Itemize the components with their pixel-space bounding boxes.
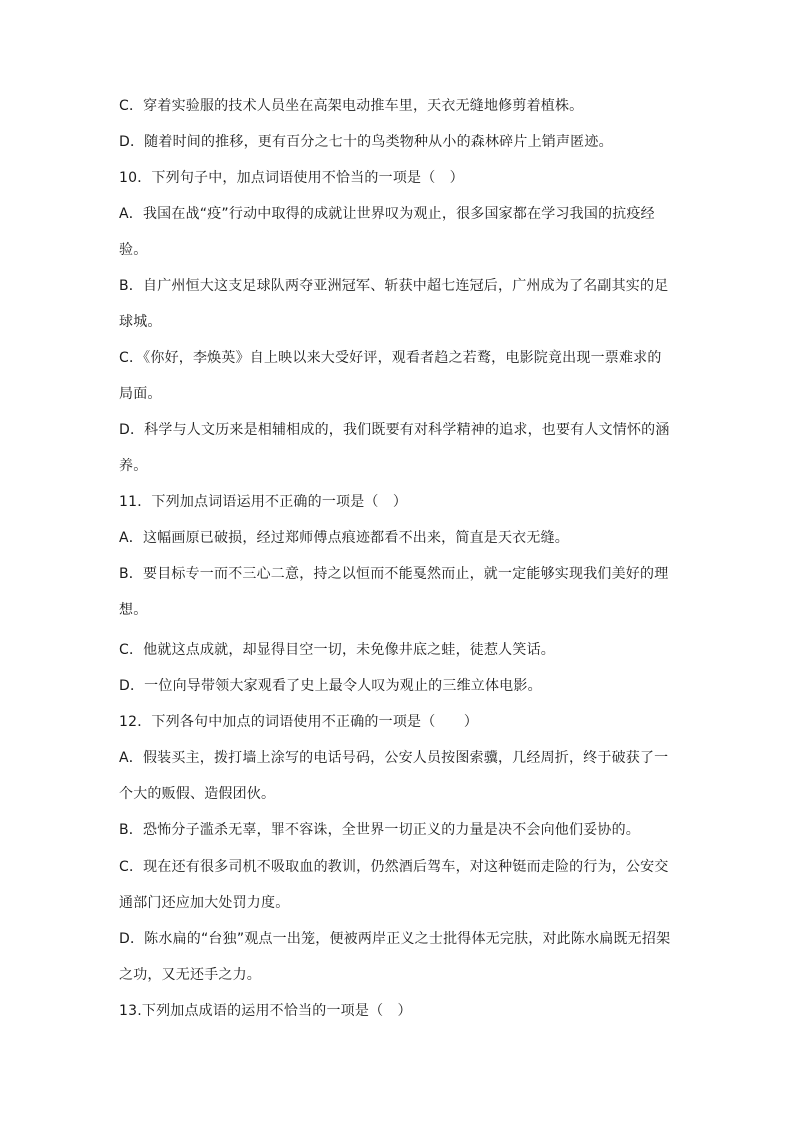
question-11: 11．下列加点词语运用不正确的一项是（ ） (119, 494, 408, 510)
option-11a: A．这幅画原已破损，经过郑师傅点痕迹都看不出来，简直是天衣无缝。 (119, 530, 569, 546)
option-12d-cont: 之功，又无还手之力。 (119, 967, 261, 983)
option-12a-cont: 个大的贩假、造假团伙。 (119, 786, 276, 802)
option-12c: C．现在还有很多司机不吸取血的教训，仍然酒后驾车，对这种铤而走险的行为，公安交 (119, 859, 669, 875)
option-10d: D．科学与人文历来是相辅相成的，我们既要有对科学精神的追求，也要有人文情怀的涵 (119, 422, 670, 438)
option-10a-cont: 验。 (119, 242, 148, 258)
option-11b: B．要目标专一而不三心二意，持之以恒而不能戛然而止，就一定能够实现我们美好的理 (119, 566, 669, 582)
option-10d-cont: 养。 (119, 458, 148, 474)
option-9c: C．穿着实验服的技术人员坐在高架电动推车里，天衣无缝地修剪着植株。 (119, 98, 584, 114)
option-10c-cont: 局面。 (119, 386, 162, 402)
option-10b: B．自广州恒大这支足球队两夺亚洲冠军、斩获中超七连冠后，广州成为了名副其实的足 (119, 278, 669, 294)
option-10b-cont: 球城。 (119, 314, 162, 330)
option-11d: D．一位向导带领大家观看了史上最令人叹为观止的三维立体电影。 (119, 678, 542, 694)
option-12b: B．恐怖分子滥杀无辜，罪不容诛，全世界一切正义的力量是决不会向他们妥协的。 (119, 822, 641, 838)
option-11b-cont: 想。 (119, 602, 148, 618)
question-10: 10．下列句子中，加点词语使用不恰当的一项是（ ） (119, 170, 464, 186)
option-12c-cont: 通部门还应加大处罚力度。 (119, 895, 290, 911)
option-10a: A．我国在战“疫”行动中取得的成就让世界叹为观止，很多国家都在学习我国的抗疫经 (119, 206, 655, 222)
option-10c: C．《你好，李焕英》自上映以来大受好评，观看者趋之若鹜，电影院竟出现一票难求的 (119, 350, 662, 366)
question-13: 13.下列加点成语的运用不恰当的一项是（ ） (119, 1003, 412, 1019)
option-9d: D．随着时间的推移，更有百分之七十的鸟类物种从小的森林碎片上销声匿迹。 (119, 134, 613, 150)
option-12a: A．假装买主，拨打墙上涂写的电话号码，公安人员按图索骥，几经周折，终于破获了一 (119, 750, 669, 766)
question-12: 12．下列各句中加点的词语使用不正确的一项是（ ） (119, 714, 479, 730)
option-11c: C．他就这点成就，却显得目空一切，未免像井底之蛙，徒惹人笑话。 (119, 642, 555, 658)
option-12d: D．陈水扁的“台独”观点一出笼，便被两岸正义之士批得体无完肤，对此陈水扁既无招架 (119, 931, 671, 947)
